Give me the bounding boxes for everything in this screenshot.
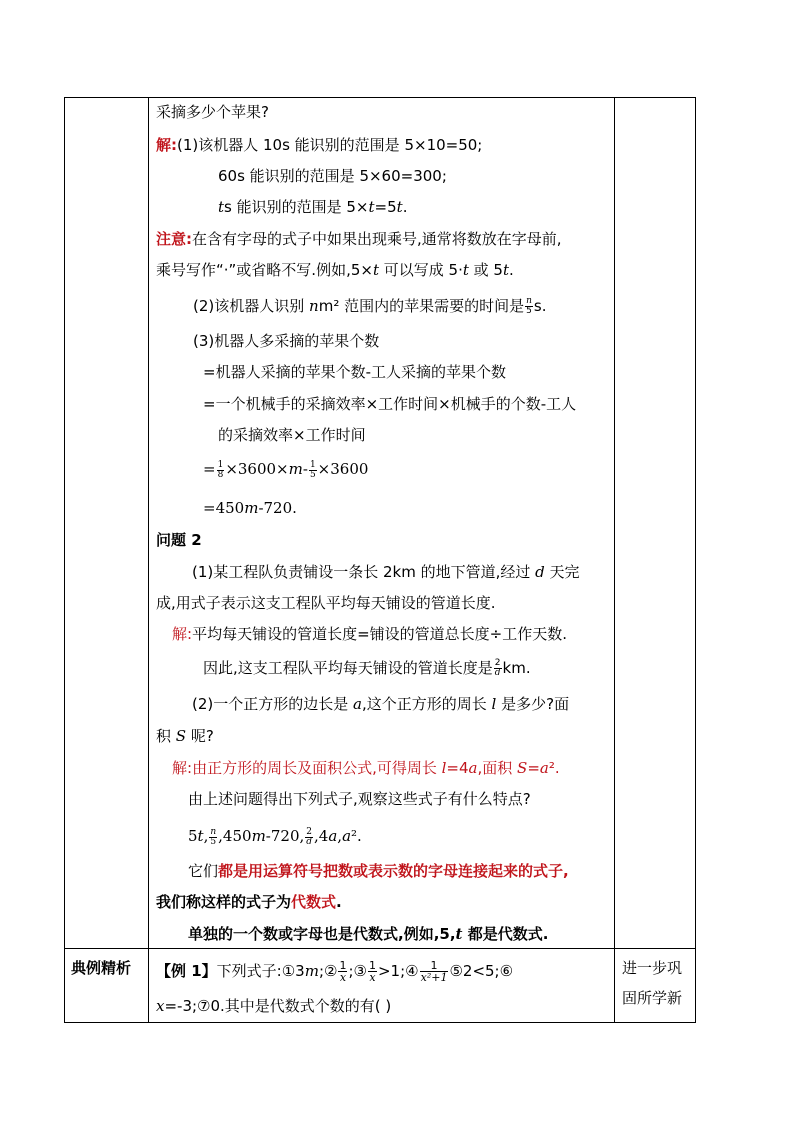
table-border-bottom [64, 1022, 696, 1023]
example-line: x=-3;⑦0.其中是代数式个数的有( ) [156, 997, 392, 1015]
text-line: 成,用式子表示这支工程队平均每天铺设的管道长度. [156, 594, 496, 612]
note-column-text: 进一步巩 [622, 959, 683, 977]
fraction: $\frac{1}{x}$ [368, 959, 376, 984]
fraction: $\frac{n}{5}$ [526, 296, 532, 316]
text-line: 它们都是用运算符号把数或表示数的字母连接起来的式子, [188, 862, 569, 880]
solution-line: 解:(1)该机器人 10s 能识别的范围是 5×10=50; [156, 136, 483, 154]
table-border-right [695, 97, 696, 1023]
text-line: 60s 能识别的范围是 5×60=300; [218, 167, 447, 185]
problem-heading: 问题 2 [156, 531, 202, 549]
fraction: $\frac{1}{5}$ [309, 459, 316, 480]
text-line: (2)一个正方形的边长是 a,这个正方形的周长 l 是多少?面 [192, 695, 570, 713]
text-line: ts 能识别的范围是 5×t=5t. [218, 198, 408, 216]
fraction: $\frac{n}{5}$ [210, 826, 217, 847]
text-line: =机器人采摘的苹果个数-工人采摘的苹果个数 [203, 363, 506, 381]
equation-line: = $\frac{1}{8}$ ×3600×m- $\frac{1}{5}$ ×3600 [203, 459, 369, 480]
text-line: 积 S 呢? [156, 727, 214, 745]
expression-list: 5t, $\frac{n}{5}$ ,450m-720, $\frac{2}{d}$ ,4a,a². [188, 826, 362, 847]
fraction: $\frac{1}{x}$ [339, 959, 347, 984]
fraction: $\frac{2}{d}$ [306, 826, 313, 847]
equation-line: =450m-720. [203, 499, 297, 517]
solution-label: 解: [172, 759, 193, 777]
text-line: =一个机械手的采摘效率×工作时间×机械手的个数-工人 [203, 395, 577, 413]
fraction: $\frac{1}{\text{x²+1}}$ [420, 959, 448, 984]
solution-label: 解: [156, 136, 177, 154]
section-label: 典例精析 [71, 959, 132, 977]
solution-label: 解: [172, 625, 193, 643]
text-line: 采摘多少个苹果? [156, 103, 269, 121]
term-highlight: 代数式 [291, 893, 337, 911]
fraction: $\frac{1}{8}$ [217, 459, 224, 480]
example-label: 【例 1】 [156, 962, 217, 980]
text-line: (2)该机器人识别 nm² 范围内的苹果需要的时间是 $\frac{n}{5}$ s. [193, 296, 547, 316]
note-column-text: 固所学新 [622, 989, 683, 1007]
text-line: 单独的一个数或字母也是代数式,例如,5,t 都是代数式. [188, 925, 549, 943]
table-divider-2 [614, 97, 615, 1023]
text-line: 我们称这样的式子为代数式. [156, 893, 342, 911]
text-line: 的采摘效率×工作时间 [218, 426, 366, 444]
note-label: 注意: [156, 230, 192, 248]
solution-line: 解:由正方形的周长及面积公式,可得周长 l=4a,面积 S=a². [172, 759, 560, 777]
table-divider-1 [148, 97, 149, 1023]
table-border-top [64, 97, 696, 98]
text-line: (1)某工程队负责铺设一条长 2km 的地下管道,经过 d 天完 [192, 563, 580, 581]
text-line: 因此,这支工程队平均每天铺设的管道长度是 $\frac{2}{d}$ km. [203, 658, 531, 678]
note-line: 注意:在含有字母的式子中如果出现乘号,通常将数放在字母前, [156, 230, 562, 248]
solution-line: 解:平均每天铺设的管道长度=铺设的管道总长度÷工作天数. [172, 625, 567, 643]
text-line: 乘号写作“·”或省略不写.例如,5×t 可以写成 5·t 或 5t. [156, 261, 514, 279]
text-line: (3)机器人多采摘的苹果个数 [193, 332, 380, 350]
table-border-left [64, 97, 65, 1023]
text-line: 由上述问题得出下列式子,观察这些式子有什么特点? [188, 790, 531, 808]
highlight-text: 都是用运算符号把数或表示数的字母连接起来的式子, [218, 862, 569, 880]
fraction: $\frac{2}{d}$ [494, 658, 501, 678]
table-row-divider [64, 948, 696, 949]
example-line: 【例 1】下列式子:①3m;② $\frac{1}{x}$ ;③ $\frac{1}{x}$ >1;④ $\frac{1}{\text{x²+1}}$ ⑤2<5;⑥ [156, 959, 514, 984]
